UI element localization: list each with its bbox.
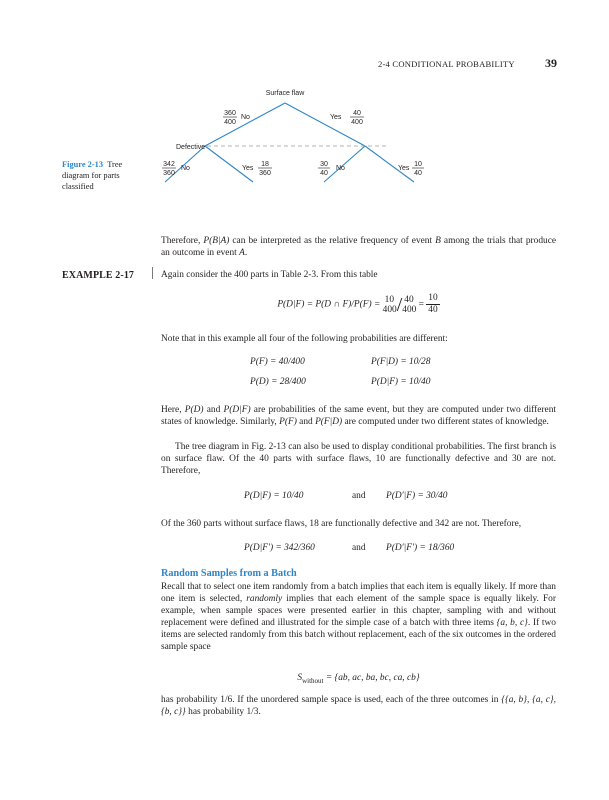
page-number: 39 (545, 56, 557, 70)
eq4a: P(D|F) = 10/40 (244, 491, 304, 501)
l1-right-den: 400 (351, 119, 363, 126)
final-paragraph: has probability 1/6. If the unordered sample space is used, each of the three outcomes in {{a, b}, {a, c}, {b, c}} has probability 1/3. (161, 695, 556, 717)
of360-paragraph: Of the 360 parts without surface flaws, 18 are functionally defective and 342 are not. Therefore, (161, 519, 522, 529)
l2-lr-label: Yes (242, 165, 254, 172)
l2-lr-den: 360 (259, 170, 271, 177)
tree-paragraph: The tree diagram in Fig. 2-13 can also be used to display conditional probabilities. The first branch is on surface flaw. Of the 40 parts with surface flaws, 10 are functionally defective and 30 are not. Therefore, (161, 442, 556, 476)
l2-rr-den: 40 (414, 170, 422, 177)
l2-rl-num: 30 (320, 161, 328, 168)
eq3b: P(D|F) = 10/40 (371, 377, 431, 387)
l2-rr-label: Yes (398, 165, 410, 172)
l2-rr-num: 10 (414, 161, 422, 168)
eq4b: P(D′|F) = 30/40 (386, 491, 448, 501)
l2-rl-den: 40 (320, 170, 328, 177)
eq2a: P(F) = 40/400 (250, 357, 305, 367)
eq5a: P(D|F′) = 342/360 (244, 543, 315, 553)
branch-right-left (324, 146, 365, 182)
eq5b: P(D′|F′) = 18/360 (386, 543, 455, 553)
eq4-and: and (352, 491, 366, 501)
figure-label: Figure 2-13 (62, 160, 104, 169)
figure-caption-text: Tree diagram for parts classified (62, 160, 123, 191)
section-heading: Random Samples from a Batch (161, 568, 297, 579)
equation-1: P(D|F) = P(D ∩ F)/P(F) = 10 400 / 40 400 = $\frac{10}{40}$ (277, 293, 438, 316)
defective-label: Defective (176, 144, 206, 151)
branch-left-right (205, 146, 253, 182)
eq2b: P(F|D) = 10/28 (371, 357, 431, 367)
l1-right-label: Yes (330, 114, 342, 121)
eq3a: P(D) = 28/400 (250, 377, 306, 387)
example-label: EXAMPLE 2-17 (62, 270, 135, 281)
tree-diagram (160, 86, 570, 190)
l1-left-den: 400 (224, 119, 236, 126)
example-intro: Again consider the 400 parts in Table 2-3. From this table (161, 270, 378, 280)
branch-right-right (365, 146, 414, 182)
random-samples-paragraph: Recall that to select one item randomly from a batch implies that each item is equally likely. If more than one item is selected, randomly implies that each element of the sample space is equally likely. For example, when sample spaces were presented earlier in this chapter, sampling with and without replacement were defined and illustrated for the simple case of a batch with three items {a, b, c}. If two items are selected randomly from this batch without replacement, each of the six outcomes in the ordered sample space (161, 582, 556, 652)
here-paragraph: Here, P(D) and P(D|F) are probabilities of the same event, but they are computed under two different states of knowledge. Similarly, P(F) and P(F|D) are computed under two different states of knowledge. (161, 405, 556, 427)
running-head: 2-4 CONDITIONAL PROBABILITY (378, 59, 515, 69)
eq5-and: and (352, 543, 366, 553)
root-label: Surface flaw (265, 90, 305, 97)
l2-ll-label: No (181, 165, 190, 172)
l1-left-label: No (241, 114, 250, 121)
l2-ll-num: 342 (163, 161, 175, 168)
branch-root-left (205, 103, 285, 146)
l2-rl-label: No (336, 165, 345, 172)
example-rule (152, 267, 153, 279)
l1-right-num: 40 (353, 110, 361, 117)
therefore-paragraph: Therefore, P(B|A) can be interpreted as the relative frequency of event B among the trials that produce an outcome in event A. (161, 236, 557, 258)
figure-caption (62, 159, 150, 192)
note-paragraph: Note that in this example all four of the following probabilities are different: (161, 334, 448, 344)
l2-lr-num: 18 (261, 161, 269, 168)
l1-left-num: 360 (224, 110, 236, 117)
equation-6: $S_{without} = \{ab$, ac, ba, bc, ca, cb} (297, 673, 420, 685)
l2-ll-den: 360 (163, 170, 175, 177)
